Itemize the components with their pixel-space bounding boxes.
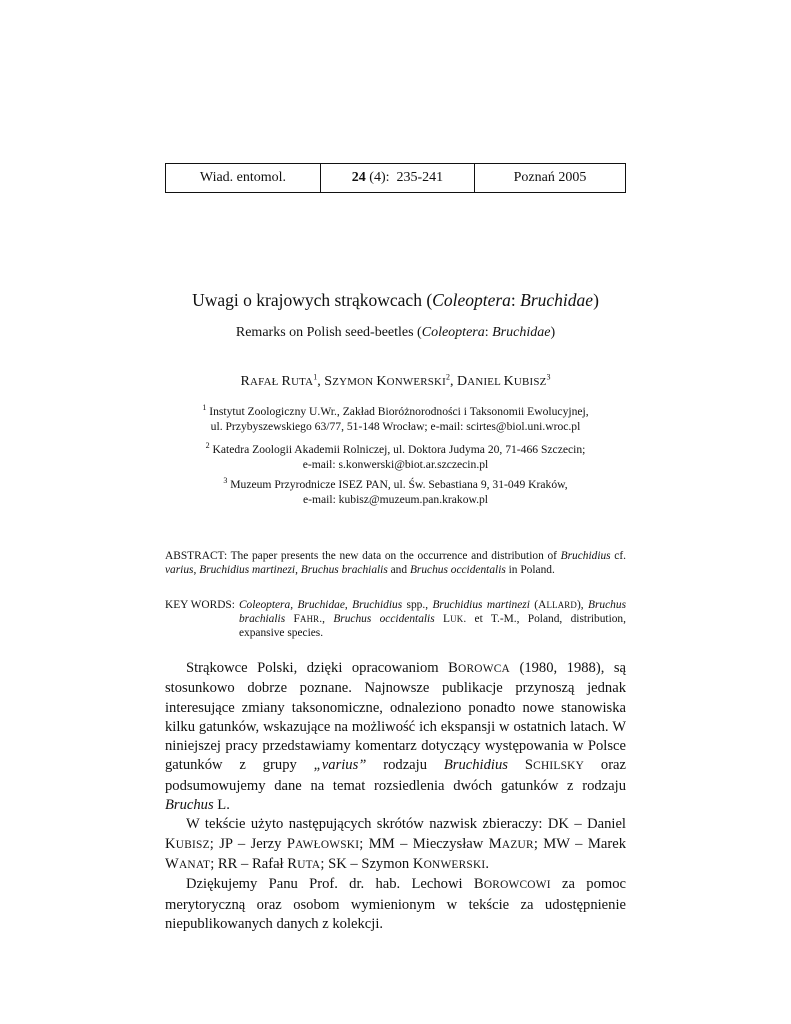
author-list: RAFAŁ RUTA$^1$, SZYMON KONWERSKI$^2$, DANIEL KUBISZ$^3$ [240,372,551,389]
keywords-text: Coleoptera, Bruchidae, Bruchidius spp., Bruchidius martinezi (ALLARD), Bruchus brachialis FAHR., Bruchus occidentalis LUK. et T.-M., Poland, distribution, expansive species. [238,599,626,639]
author-1: RAFAŁ RUTA$^1$ [240,372,318,389]
body-paragraph-1: Strąkowce Polski, dzięki opracowaniom BOROWCA (1980, 1988), są stosunkowo dobrze poznane. Najnowsze publikacje przynoszą jednak interesujące zmiany taksonomiczne, odnaleziono ponadto nowe stanowiska kilku gatunków, wskazujące na możliwość ich ekspansji w ostatnich latach. W niniejszej pracy przedstawiamy komentarz dotyczący występowania w Polsce gatunków z grupy „varius” rodzaju Bruchidius SCHILSKY oraz podsumowujemy dane na temat rozsiedlenia dwóch gatunków z rodzaju Bruchus L. [165,660,627,814]
body-paragraph-3: Dziękujemy Panu Prof. dr. hab. Lechowi BOROWCOWI za pomoc merytoryczną oraz osobom wymienionym w tekście za udostępnienie niepublikowanych danych z kolekcji. [165,876,626,932]
body-text [165,659,626,934]
journal-name: Wiad. entomol. [199,170,287,185]
journal-name-cell [166,164,321,192]
volume-cell [321,164,475,192]
issue-pages: (4): 235-241 [365,170,444,185]
article-title: Uwagi o krajowych strąkowcach (Coleoptera: Bruchidae) [192,290,599,310]
article-subtitle: Remarks on Polish seed-beetles (Coleoptera: Bruchidae) [235,325,556,340]
author-2: SZYMON KONWERSKI$^2$ [324,372,450,389]
affiliation-1: $^1$ Instytut Zoologiczny U.Wr., Zakład Bioróżnorodności i Taksonomii Ewolucyjnej, ul. Przybyszewskiego 63/77, 51-148 Wrocław; e-mail: scirtes@biol.uni.wroc.pl [202,403,589,433]
place-year: Poznań 2005 [513,170,587,185]
affiliation-3: $^3$ Muzeum Przyrodnicze ISEZ PAN, ul. Św. Sebastiana 9, 31-049 Kraków, e-mail: kubisz@muzeum.pan.krakow.pl [223,476,568,506]
keywords [165,598,626,640]
affiliation-2: $^2$ Katedra Zoologii Akademii Rolniczej, ul. Doktora Judyma 20, 71-466 Szczecin; e-mail: s.konwerski@biot.ar.szczecin.pl [205,441,586,471]
author-3: DANIEL KUBISZ$^3$ [456,372,551,389]
place-year-cell [475,164,625,192]
abstract-label: ABSTRACT [165,550,224,562]
abstract: ABSTRACT: The paper presents the new data on the occurrence and distribution of Bruchidius cf. varius, Bruchidius martinezi, Bruchus brachialis and Bruchus occidentalis in Poland. [165,550,626,576]
body-paragraph-2: W tekście użyto następujących skrótów nazwisk zbieraczy: DK – Daniel KUBISZ; JP – Jerzy PAWŁOWSKI; MM – Mieczysław MAZUR; MW – Marek WANAT; RR – Rafał RUTA; SK – Szymon KONWERSKI. [165,816,626,872]
volume-number: 24 [351,170,366,185]
journal-header-box [165,163,626,193]
keywords-label: KEY WORDS: [165,599,235,611]
